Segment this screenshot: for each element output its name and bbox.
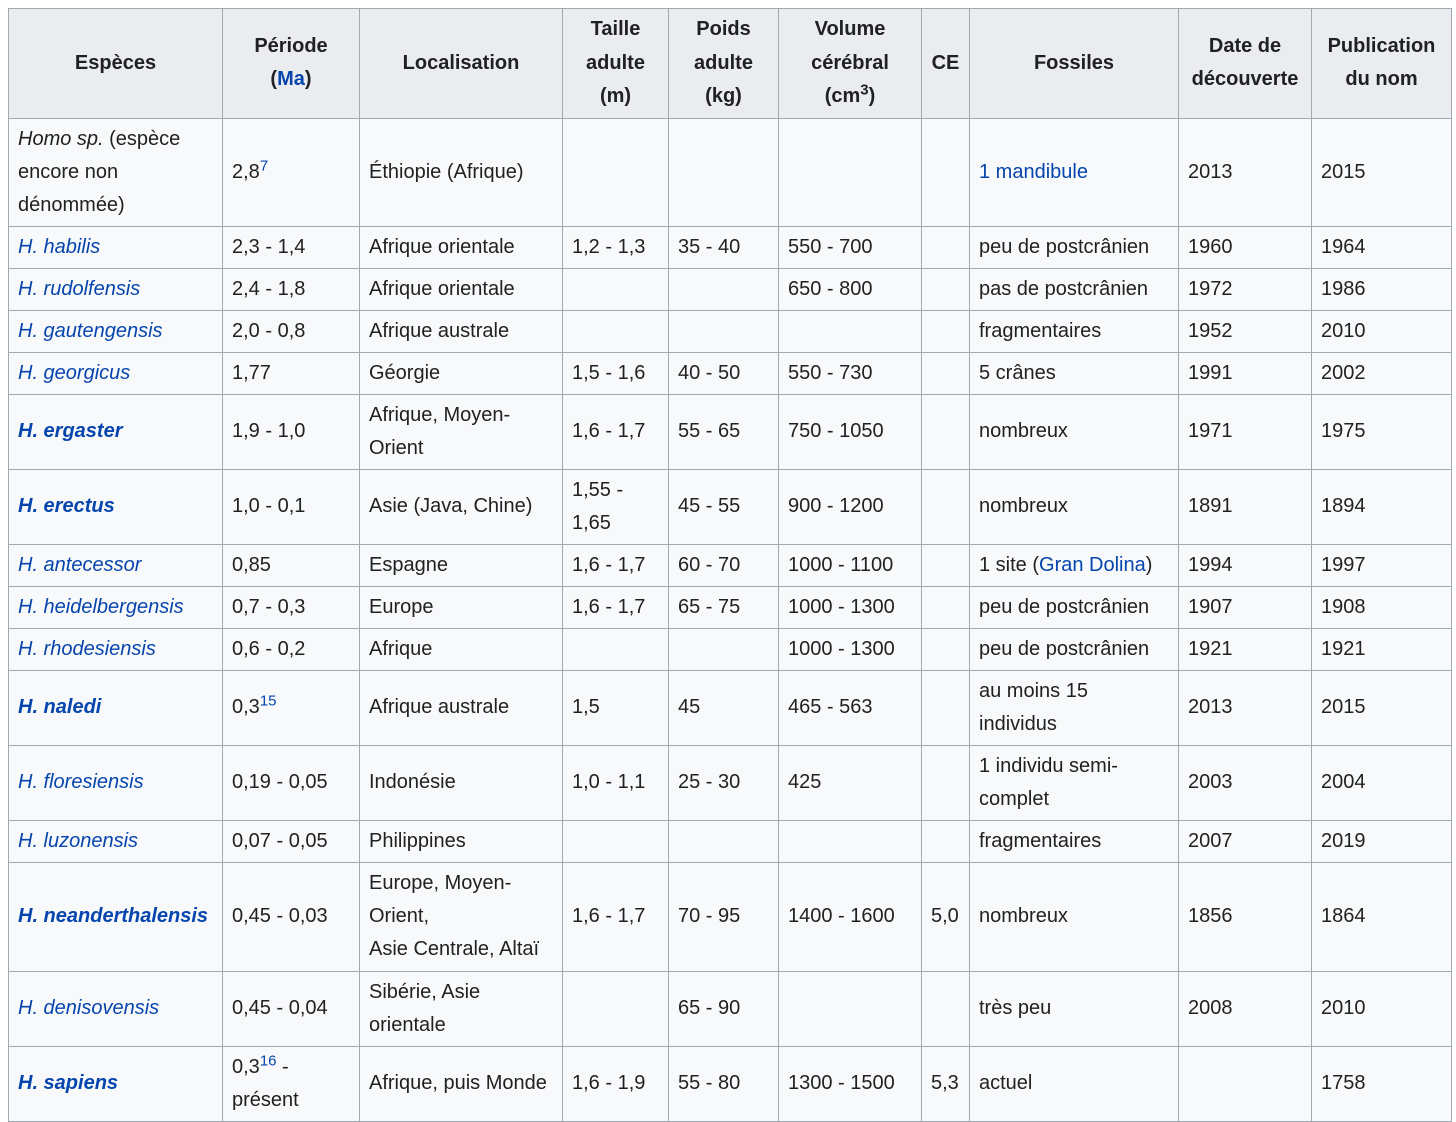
localisation-cell [360,268,563,310]
species-cell [9,1046,223,1121]
poids-cell [669,118,779,226]
taille-cell: 1,6 - 1,7 [563,862,669,971]
gran-dolina-link[interactable]: Gran Dolina [1039,553,1146,576]
decouverte-cell: 2007 [1179,820,1312,862]
poids-cell [669,820,779,862]
decouverte-cell [1179,1046,1312,1121]
localisation-cell [360,971,563,1046]
fossiles-cell: nombreux [970,862,1179,971]
table-row [9,118,1452,226]
localisation-cell [360,394,563,469]
species-link[interactable]: H. ergaster [18,420,123,442]
periode-cell [223,586,360,628]
fossiles-cell: 1 individu semi-complet [970,745,1179,820]
localisation-cell [360,586,563,628]
localisation-value: Afrique orientale [369,235,515,258]
localisation-value: Géorgie [369,361,441,384]
periode-cell [223,226,360,268]
localisation-cell [360,226,563,268]
fossiles-cell: peu de postcrânien [970,226,1179,268]
fossiles-cell [970,118,1179,226]
table-row [9,469,1452,544]
header-pub-l1: Publication [1327,34,1436,57]
publication-cell: 1997 [1312,544,1452,586]
species-cell [9,226,223,268]
localisation-value: Europe, Moyen-Orient, [369,872,512,927]
periode-value: 0,3 [232,696,260,718]
taille-cell: 1,0 - 1,1 [563,745,669,820]
decouverte-cell: 1972 [1179,268,1312,310]
volume-cell: 1400 - 1600 [779,862,922,971]
header-ce: CE [922,9,970,119]
header-volume-sup: 3 [860,81,869,99]
poids-cell [669,268,779,310]
poids-cell: 35 - 40 [669,226,779,268]
species-link[interactable]: H. gautengensis [18,319,163,342]
table-row [9,394,1452,469]
header-fossiles: Fossiles [970,9,1179,119]
header-pub-l2: du nom [1345,68,1418,91]
table-row [9,862,1452,971]
publication-cell: 1758 [1312,1046,1452,1121]
table-row [9,971,1452,1046]
volume-cell [779,118,922,226]
periode-value: 0,45 - 0,04 [232,997,328,1019]
volume-cell: 465 - 563 [779,670,922,745]
header-date-l1: Date de [1208,34,1282,57]
fossiles-cell: fragmentaires [970,310,1179,352]
header-poids-l2: adulte [694,51,753,74]
species-link[interactable]: H. denisovensis [18,997,160,1019]
publication-cell: 2010 [1312,971,1452,1046]
taille-cell: 1,5 - 1,6 [563,352,669,394]
localisation-value: Afrique [369,637,433,660]
localisation-value: Afrique orientale [369,277,515,300]
header-volume-l1: Volume [814,18,886,40]
poids-cell: 60 - 70 [669,544,779,586]
localisation-cell [360,469,563,544]
species-cell [9,862,223,971]
volume-cell: 550 - 730 [779,352,922,394]
publication-cell: 2010 [1312,310,1452,352]
header-poids-l3: (kg) [705,85,742,107]
localisation-cell [360,544,563,586]
volume-cell [779,971,922,1046]
table-row [9,226,1452,268]
decouverte-cell: 1952 [1179,310,1312,352]
publication-cell: 1908 [1312,586,1452,628]
species-name: Homo sp. [18,127,104,150]
fossiles-text: 1 site ( [979,553,1040,576]
publication-cell: 1894 [1312,469,1452,544]
ce-cell [922,469,970,544]
volume-cell: 550 - 700 [779,226,922,268]
publication-cell: 2015 [1312,670,1452,745]
localisation-cell [360,862,563,971]
fossiles-text: ) [1145,553,1153,576]
fossiles-cell: pas de postcrânien [970,268,1179,310]
publication-cell: 1864 [1312,862,1452,971]
fossiles-cell: très peu [970,971,1179,1046]
ce-cell [922,394,970,469]
periode-cell [223,1046,360,1121]
species-cell [9,670,223,745]
volume-cell: 1000 - 1300 [779,586,922,628]
periode-value: 2,8 [232,160,260,183]
publication-cell: 1986 [1312,268,1452,310]
periode-cell [223,394,360,469]
periode-value: 0,7 - 0,3 [232,595,306,618]
fossiles-cell: 5 crânes [970,352,1179,394]
species-cell [9,820,223,862]
periode-cell [223,469,360,544]
periode-cell [223,862,360,971]
species-note: (espèce encore non dénommée) [18,127,181,216]
volume-cell [779,310,922,352]
fossiles-cell: fragmentaires [970,820,1179,862]
species-link[interactable]: H. heidelbergensis [18,595,184,618]
periode-value: 0,85 [232,553,271,576]
volume-cell: 900 - 1200 [779,469,922,544]
ce-cell [922,670,970,745]
ce-cell [922,745,970,820]
decouverte-cell: 1891 [1179,469,1312,544]
localisation-cell [360,352,563,394]
volume-cell: 425 [779,745,922,820]
decouverte-cell: 1994 [1179,544,1312,586]
poids-cell: 55 - 80 [669,1046,779,1121]
taille-cell: 1,6 - 1,7 [563,394,669,469]
periode-cell [223,670,360,745]
volume-cell [779,820,922,862]
localisation-value: Éthiopie (Afrique) [369,160,524,183]
publication-cell: 1975 [1312,394,1452,469]
ce-cell [922,971,970,1046]
publication-cell: 2015 [1312,118,1452,226]
header-volume-l3: (cm [824,85,861,107]
poids-cell: 70 - 95 [669,862,779,971]
publication-cell: 1964 [1312,226,1452,268]
header-row [9,9,1452,119]
decouverte-cell: 1921 [1179,628,1312,670]
fossiles-cell: peu de postcrânien [970,628,1179,670]
ce-cell [922,820,970,862]
poids-cell: 65 - 90 [669,971,779,1046]
taille-cell: 1,6 - 1,7 [563,544,669,586]
periode-cell [223,820,360,862]
periode-cell [223,310,360,352]
species-cell [9,118,223,226]
taille-cell: 1,6 - 1,9 [563,1046,669,1121]
periode-value: 2,0 - 0,8 [232,319,306,342]
header-volume-l2: cérébral [811,51,889,74]
table-row [9,745,1452,820]
species-link[interactable]: H. erectus [18,495,115,517]
decouverte-cell: 1907 [1179,586,1312,628]
taille-cell [563,268,669,310]
publication-cell: 2002 [1312,352,1452,394]
volume-cell: 750 - 1050 [779,394,922,469]
species-link[interactable]: H. rudolfensis [18,277,141,300]
species-cell [9,971,223,1046]
fossiles-cell: actuel [970,1046,1179,1121]
periode-cell [223,268,360,310]
ce-cell [922,310,970,352]
header-poids-l1: Poids [696,18,751,40]
poids-cell: 40 - 50 [669,352,779,394]
table-row [9,586,1452,628]
taille-cell [563,628,669,670]
localisation-value: Afrique, Moyen-Orient [369,403,511,459]
species-cell [9,544,223,586]
periode-value: 0,07 - 0,05 [232,829,328,852]
periode-value: 2,4 - 1,8 [232,277,306,300]
species-cell [9,394,223,469]
table-row [9,544,1452,586]
header-localisation: Localisation [360,9,563,119]
header-volume: Volume cérébral $(cm^3)$ [779,9,922,119]
species-link[interactable]: H. antecessor [18,553,142,576]
decouverte-cell: 1971 [1179,394,1312,469]
mandibule-link[interactable]: 1 mandibule [979,160,1088,183]
species-cell [9,310,223,352]
localisation-value: Afrique, puis Monde [369,1072,547,1094]
species-link[interactable]: H. georgicus [18,361,131,384]
ce-cell [922,352,970,394]
periode-value: 1,77 [232,361,271,384]
ce-cell [922,268,970,310]
table-row [9,352,1452,394]
localisation-value: Asie (Java, Chine) [369,495,533,517]
taille-cell: 1,5 [563,670,669,745]
table-row [9,628,1452,670]
table-row [9,670,1452,745]
localisation-value: Indonésie [369,771,456,793]
periode-suffix: - présent [232,1055,299,1111]
species-link[interactable]: H. naledi [18,696,102,718]
volume-cell: 1000 - 1100 [779,544,922,586]
localisation-value: Afrique australe [369,696,510,718]
poids-cell: 25 - 30 [669,745,779,820]
species-link[interactable]: H. rhodesiensis [18,637,156,660]
poids-cell [669,628,779,670]
reference-link[interactable]: 16 [259,1051,277,1069]
header-taille-l1: Taille [590,18,641,40]
taille-cell: 1,55 - 1,65 [563,469,669,544]
localisation-value: Sibérie, Asie orientale [369,980,481,1036]
ce-cell: 5,0 [922,862,970,971]
localisation-cell [360,670,563,745]
table-row [9,1046,1452,1121]
periode-cell [223,544,360,586]
reference-link[interactable]: 15 [259,692,277,710]
species-cell [9,469,223,544]
species-cell [9,745,223,820]
fossiles-cell [970,544,1179,586]
periode-value: 0,6 - 0,2 [232,637,306,660]
ce-cell [922,226,970,268]
poids-cell: 65 - 75 [669,586,779,628]
periode-value: 2,3 - 1,4 [232,235,306,258]
header-date-l2: découverte [1191,68,1299,91]
species-link[interactable]: H. habilis [18,235,101,258]
fossiles-cell: nombreux [970,394,1179,469]
taille-cell [563,118,669,226]
poids-cell: 45 - 55 [669,469,779,544]
header-date [1179,9,1312,119]
table-body [9,118,1452,1121]
header-taille-l3: (m) [599,85,632,107]
periode-value: 0,3 [232,1055,260,1078]
taille-cell [563,310,669,352]
ce-cell [922,628,970,670]
species-link[interactable]: H. luzonensis [18,829,139,852]
periode-cell [223,118,360,226]
table-row [9,268,1452,310]
localisation-value-line2: Asie Centrale, Altaï [369,938,540,960]
poids-cell [669,310,779,352]
species-link[interactable]: H. sapiens [18,1072,119,1094]
ma-link[interactable]: Ma [277,68,305,91]
localisation-cell [360,118,563,226]
ce-cell [922,586,970,628]
table-row [9,310,1452,352]
periode-value: 0,45 - 0,03 [232,905,328,927]
taille-cell [563,971,669,1046]
species-cell [9,352,223,394]
localisation-value: Espagne [369,553,448,576]
localisation-cell [360,310,563,352]
ce-cell: 5,3 [922,1046,970,1121]
ce-cell [922,118,970,226]
periode-cell [223,352,360,394]
decouverte-cell: 1856 [1179,862,1312,971]
localisation-value: Europe [369,595,434,618]
localisation-cell [360,745,563,820]
decouverte-cell: 1991 [1179,352,1312,394]
decouverte-cell: 1960 [1179,226,1312,268]
species-link[interactable]: H. neanderthalensis [18,905,209,927]
poids-cell: 55 - 65 [669,394,779,469]
species-link[interactable]: H. floresiensis [18,771,144,793]
header-especes: Espèces [9,9,223,119]
poids-cell: 45 [669,670,779,745]
fossiles-cell: peu de postcrânien [970,586,1179,628]
header-poids [669,9,779,119]
volume-cell: 1300 - 1500 [779,1046,922,1121]
publication-cell: 2019 [1312,820,1452,862]
volume-cell: 1000 - 1300 [779,628,922,670]
decouverte-cell: 2013 [1179,118,1312,226]
header-publication [1312,9,1452,119]
species-cell [9,268,223,310]
header-periode: Période (Ma) [223,9,360,119]
periode-value: 1,0 - 0,1 [232,495,306,517]
reference-link[interactable]: 7 [259,156,269,174]
periode-cell [223,745,360,820]
ce-cell [922,544,970,586]
species-cell [9,586,223,628]
decouverte-cell: 2008 [1179,971,1312,1046]
table-row [9,820,1452,862]
periode-value: 0,19 - 0,05 [232,771,328,793]
hominin-species-table [8,8,1452,1122]
periode-cell [223,628,360,670]
publication-cell: 1921 [1312,628,1452,670]
taille-cell [563,820,669,862]
localisation-cell [360,1046,563,1121]
fossiles-cell: au moins 15 individus [970,670,1179,745]
fossiles-cell: nombreux [970,469,1179,544]
localisation-cell [360,628,563,670]
localisation-value: Afrique australe [369,319,510,342]
species-cell [9,628,223,670]
volume-cell: 650 - 800 [779,268,922,310]
publication-cell: 2004 [1312,745,1452,820]
taille-cell: 1,2 - 1,3 [563,226,669,268]
decouverte-cell: 2013 [1179,670,1312,745]
localisation-value: Philippines [369,829,466,852]
periode-value: 1,9 - 1,0 [232,420,306,442]
taille-cell: 1,6 - 1,7 [563,586,669,628]
header-periode-label: Période [254,34,328,57]
header-taille-l2: adulte [586,51,645,74]
localisation-cell [360,820,563,862]
periode-cell [223,971,360,1046]
decouverte-cell: 2003 [1179,745,1312,820]
header-taille [563,9,669,119]
